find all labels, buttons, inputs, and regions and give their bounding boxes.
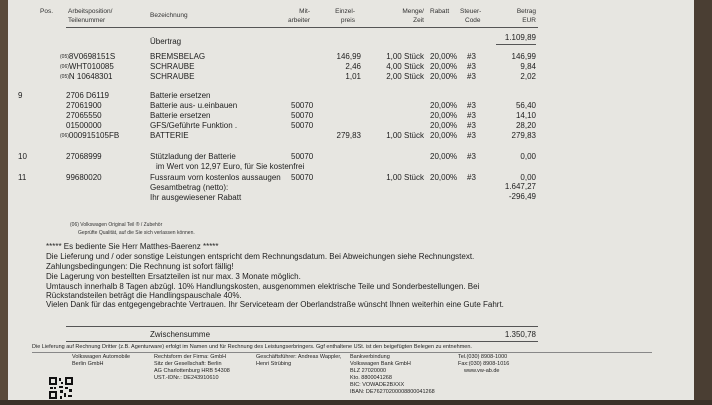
managing-director-1: Geschäftsführer: Andreas Wappler, (256, 354, 342, 360)
col-artikel-header-1: Arbeitsposition/ (68, 8, 113, 15)
subtotal-amount: 1.350,78 (504, 330, 536, 339)
invoice-page (8, 0, 694, 400)
quantity: 1,00 Stück (386, 52, 424, 61)
bank-code: BLZ 27020000 (350, 368, 387, 374)
tax-code: #3 (467, 72, 476, 81)
company-seat: Sitz der Gesellschaft: Berlin (154, 361, 222, 367)
discount: 20,00% (430, 101, 458, 110)
labor-code: 27068999 (66, 152, 102, 161)
col-pos-header: Pos. (40, 8, 54, 15)
unit-price: 279,83 (336, 131, 361, 140)
col-mit-header-1: Mit- (299, 8, 310, 15)
fax: Fax:(030) 8908-1016 (458, 361, 510, 367)
col-steuer-header-1: Steuer- (460, 8, 482, 15)
labor-description: Fussraum vorn kostenlos aussaugen (150, 173, 281, 182)
col-einzel-header-2: preis (340, 17, 355, 24)
tax-code: #3 (467, 152, 476, 161)
labor-code: 27061900 (66, 101, 102, 110)
col-mit-header-2: arbeiter (287, 17, 310, 24)
tax-code: #3 (467, 52, 476, 61)
register-number: AG Charlottenburg HRB 54308 (154, 368, 230, 374)
vat-id: UST.-IDNr.: DE243910610 (154, 375, 219, 381)
qr-code-icon (48, 376, 74, 400)
discount: 20,00% (430, 152, 458, 161)
part-number: $^{(05)}$8V0698151S (60, 52, 116, 61)
discount: 20,00% (430, 111, 458, 120)
website: www.vw-ab.de (464, 368, 500, 374)
employee-id: 50070 (291, 152, 314, 161)
employee-id: 50070 (291, 111, 314, 120)
labor-description: GFS/Geführte Funktion . (150, 121, 238, 130)
tax-code: #3 (467, 62, 476, 71)
labor-code: 99680020 (66, 173, 102, 182)
served-by-note: ***** Es bediente Sie Herr Matthes-Baerenz ***** (46, 242, 219, 251)
subtotal-label: Zwischensumme (150, 330, 211, 339)
labor-code: 01500000 (66, 121, 102, 130)
bank-heading: Bankverbindung (350, 354, 390, 360)
unit-price: 146,99 (336, 52, 361, 61)
labor-code: 27065550 (66, 111, 102, 120)
labor-description: Batterie aus- u.einbauen (150, 101, 238, 110)
tax-code: #3 (467, 131, 476, 140)
payment-terms: Zahlungsbedingungen: Die Rechnung ist sofort fällig! (46, 262, 234, 271)
discount-total-amount: -296,49 (508, 192, 536, 201)
handling-note: Rückstandsteilen beträgt die Handlingspauschale 40%. (46, 291, 242, 300)
labor-note: im Wert von 12,97 Euro, für Sie kostenfrei (156, 162, 305, 171)
position-number: 11 (18, 173, 27, 182)
background-right (692, 0, 712, 400)
part-number: $^{(06)}$WHT010085 (60, 62, 114, 71)
subtotal-top-line (66, 326, 538, 327)
delivery-note: Die Lieferung und / oder sonstige Leistungen entspricht dem Rechnungsdatum. Bei Abweichungen siehe Rechnungstext. (46, 252, 475, 261)
amount: 14,10 (515, 111, 536, 120)
col-artikel-header-2: Teilenummer (68, 17, 106, 24)
amount: 56,40 (515, 101, 536, 110)
uebertrag-amount: 1.109,89 (504, 33, 536, 42)
employee-id: 50070 (291, 101, 314, 110)
account-number: Kto. 8800041268 (350, 375, 392, 381)
col-betrag-header-1: Betrag (516, 8, 536, 15)
part-number: $^{(05)}$N 10648301 (60, 72, 113, 81)
header-divider (66, 27, 538, 28)
tax-code: #3 (467, 173, 476, 182)
discount: 20,00% (430, 173, 458, 182)
unit-price: 2,46 (345, 62, 361, 71)
company-name-2: Berlin GmbH (72, 361, 104, 367)
footnote-quality: Geprüfte Qualität, auf die Sie sich verlassen können. (78, 230, 195, 236)
tax-code: #3 (467, 101, 476, 110)
part-description: SCHRAUBE (150, 72, 195, 81)
discount: 20,00% (430, 121, 458, 130)
col-betrag-header-2: EUR (522, 17, 536, 24)
col-menge-header-2: Zeit (413, 17, 424, 24)
discount: 20,00% (430, 131, 458, 140)
col-rabatt-header: Rabatt (430, 8, 450, 15)
phone: Tel.(030) 8908-1000 (458, 354, 508, 360)
labor-description: Batterie ersetzen (150, 111, 211, 120)
amount: 0,00 (520, 152, 536, 161)
discount: 20,00% (430, 52, 458, 61)
total-net-amount: 1.647,27 (504, 182, 536, 191)
col-bezeichnung-header: Bezeichnung (150, 12, 188, 19)
legal-note: Die Lieferung auf Rechnung Dritter (z.B. Agenturware) erfolgt im Namen und für Rechnung des Leistungserbringers. Ggf enthaltene USt. ist den beigefügten Belegen zu entnehmen. (32, 344, 472, 350)
position-number: 10 (18, 152, 27, 161)
position-number: 9 (18, 91, 23, 100)
labor-description: Stützladung der Batterie (150, 152, 236, 161)
thanks-note: Vielen Dank für das entgegengebrachte Vertrauen. Ihr Serviceteam der Oberlandstraße wünscht Ihnen weiterhin eine Gute Fahrt. (46, 300, 504, 309)
total-net-label: Gesamtbetrag (netto): (150, 183, 229, 192)
storage-note: Die Lagerung von bestellten Ersatzteilen ist nur max. 3 Monate möglich. (46, 272, 301, 281)
bic: BIC: VOWADE2BXXX (350, 382, 405, 388)
unit-price: 1,01 (345, 72, 361, 81)
quantity: 4,00 Stück (386, 62, 424, 71)
col-einzel-header-1: Einzel- (335, 8, 355, 15)
bank-name: Volkswagen Bank GmbH (350, 361, 411, 367)
legal-form: Rechtsform der Firma: GmbH (154, 354, 227, 360)
subtotal-bottom-line (66, 341, 538, 342)
tax-code: #3 (467, 111, 476, 120)
col-menge-header-1: Menge/ (402, 8, 424, 15)
part-number: $^{(06)}$000915105FB (60, 131, 120, 140)
discount: 20,00% (430, 62, 458, 71)
amount: 28,20 (515, 121, 536, 130)
amount: 2,02 (520, 72, 536, 81)
quantity: 1,00 Stück (386, 173, 424, 182)
employee-id: 50070 (291, 121, 314, 130)
quantity: 2,00 Stück (386, 72, 424, 81)
managing-director-2: Henri Strübing (256, 361, 292, 367)
uebertrag-label: Übertrag (150, 37, 182, 46)
footnote-original-parts: (06) Volkswagen Original Teil ® / Zubehör (70, 222, 163, 228)
part-description: BATTERIE (150, 131, 189, 140)
iban: IBAN: DE76270200008800041268 (350, 389, 435, 395)
part-description: SCHRAUBE (150, 62, 195, 71)
part-description: BREMSBELAG (150, 52, 206, 61)
labor-description: Batterie ersetzen (150, 91, 211, 100)
amount: 9,84 (520, 62, 536, 71)
col-steuer-header-2: Code (465, 17, 481, 24)
uebertrag-underline (496, 44, 536, 45)
amount: 146,99 (511, 52, 536, 61)
amount: 0,00 (520, 173, 536, 182)
tax-code: #3 (467, 121, 476, 130)
discount: 20,00% (430, 72, 458, 81)
exchange-note: Umtausch innerhalb 8 Tagen abzügl. 10% Handlungskosten, ausgenommen elektrische Teile und Sonderbestellungen. Bei (46, 282, 480, 291)
quantity: 1,00 Stück (386, 131, 424, 140)
labor-code: 2706 D6119 (66, 91, 109, 100)
amount: 279,83 (511, 131, 536, 140)
footer-divider (32, 352, 652, 353)
employee-id: 50070 (291, 173, 314, 182)
discount-total-label: Ihr ausgewiesener Rabatt (150, 193, 242, 202)
company-name-1: Volkswagen Automobile (72, 354, 131, 360)
